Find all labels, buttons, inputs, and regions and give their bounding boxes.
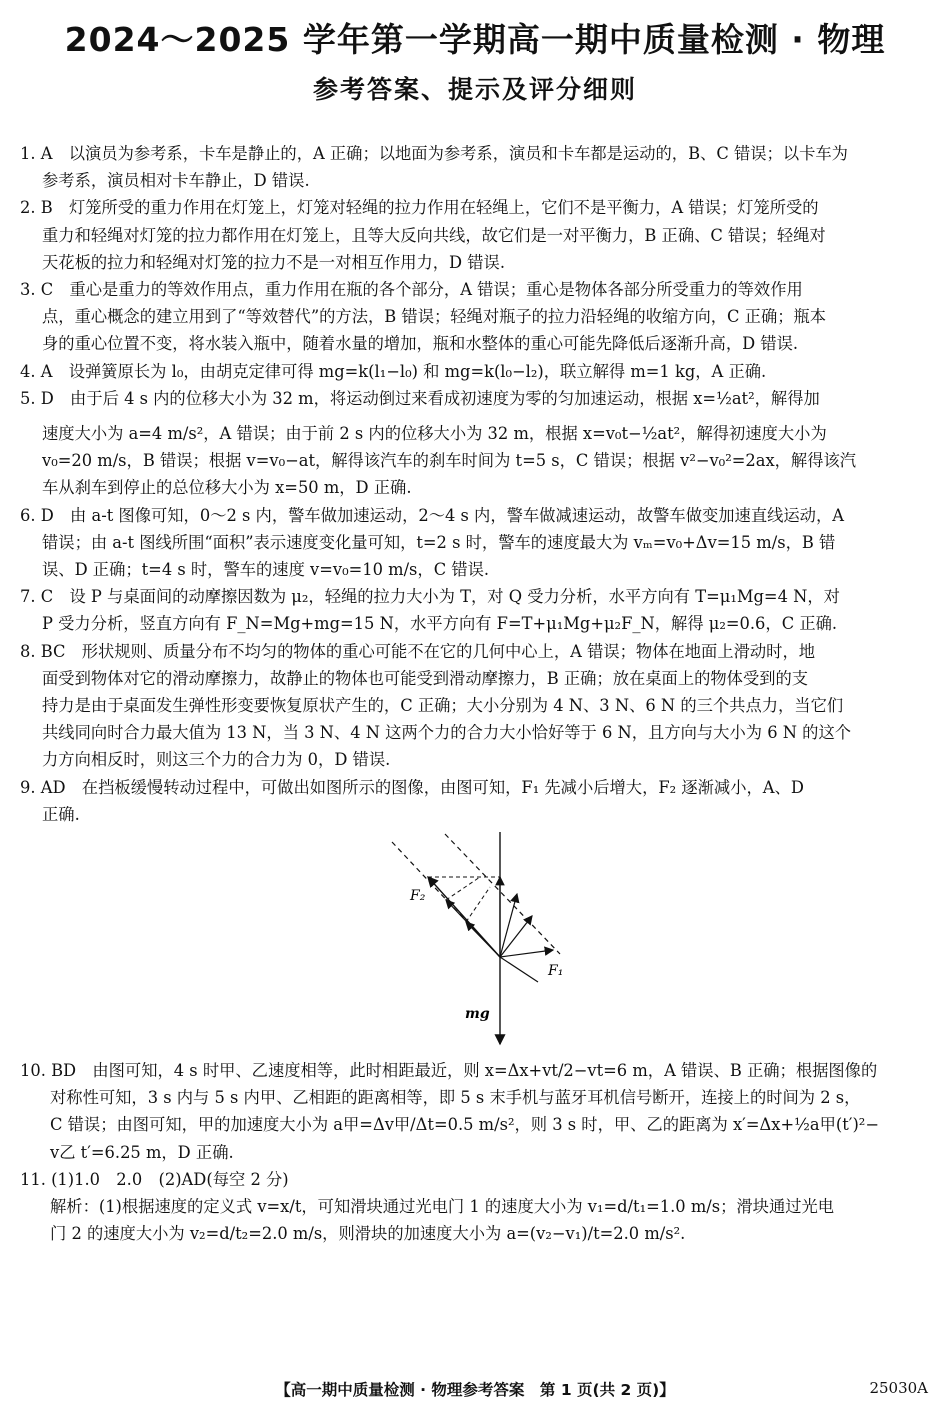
answer-3 bbox=[20, 276, 932, 358]
f1-arrow bbox=[500, 894, 517, 957]
f2-arrow bbox=[466, 922, 500, 957]
answer-line: 9. AD 在挡板缓慢转动过程中，可做出如图所示的图像，由图可知，F₁ 先减小后增大，F₂ 逐渐减小，A、D bbox=[20, 777, 804, 797]
answer-line: 2. B 灯笼所受的重力作用在灯笼上，灯笼对轻绳的拉力作用在轻绳上，它们不是平衡力，A 错误；灯笼所受的 bbox=[20, 198, 819, 218]
document-code: 25030A bbox=[869, 1379, 928, 1397]
f1-arrow bbox=[500, 916, 532, 957]
page-subtitle: 参考答案、提示及评分细则 bbox=[312, 75, 637, 104]
answer-line: 5. D 由于后 4 s 内的位移大小为 32 m，将运动倒过来看成初速度为零的匀加速运动，根据 x=½at²，解得加 bbox=[20, 388, 820, 408]
answer-line: 门 2 的速度大小为 v₂=d/t₂=2.0 m/s，则滑块的加速度大小为 a=(v₂−v₁)/t=2.0 m/s². bbox=[50, 1224, 686, 1244]
answer-line: C 错误；由图可知，甲的加速度大小为 a甲=Δv甲/Δt=0.5 m/s²，则 3 s 时，甲、乙的距离为 x′=Δx+½a甲(t′)²− bbox=[50, 1115, 879, 1135]
answer-line: 10. BD 由图可知，4 s 时甲、乙速度相等，此时相距最近，则 x=Δx+vt/2−vt=6 m，A 错误、B 正确；根据图像的 bbox=[20, 1061, 878, 1081]
answer-line: 6. D 由 a-t 图像可知，0～2 s 内，警车做加速运动，2～4 s 内，警车做减速运动，故警车做变加速直线运动，A bbox=[20, 505, 845, 525]
answer-line: 4. A 设弹簧原长为 l₀，由胡克定律可得 mg=k(l₁−l₀) 和 mg=k(l₀−l₂)，联立解得 m=1 kg，A 正确. bbox=[20, 361, 767, 381]
answer-line: P 受力分析，竖直方向有 F_N=Mg+mg=15 N，水平方向有 F=T+μ₁Mg+μ₂F_N，解得 μ₂=0.6，C 正确. bbox=[42, 614, 838, 634]
answer-line: v₀=20 m/s，B 错误；根据 v=v₀−at，解得该汽车的刹车时间为 t=5 s，C 错误；根据 v²−v₀²=2ax，解得该汽 bbox=[42, 451, 857, 471]
answer-line: 7. C 设 P 与桌面间的动摩擦因数为 μ₂，轻绳的拉力大小为 T，对 Q 受力分析，水平方向有 T=μ₁Mg=4 N，对 bbox=[20, 587, 840, 607]
answer-line: 持力是由于桌面发生弹性形变要恢复原状产生的，C 正确；大小分别为 4 N、3 N、6 N 的三个共点力，当它们 bbox=[42, 696, 844, 716]
answer-8 bbox=[20, 638, 932, 774]
answer-line: 共线同向时合力最大值为 13 N，当 3 N、4 N 这两个力的合力大小恰好等于 6 N，且方向与大小为 6 N 的这个 bbox=[42, 723, 852, 743]
answer-5 bbox=[20, 385, 932, 502]
f1-arrow bbox=[500, 950, 553, 957]
answer-4 bbox=[20, 358, 932, 385]
answer-9 bbox=[20, 774, 932, 828]
answer-list bbox=[20, 140, 932, 1248]
answer-line: 1. A 以演员为参考系，卡车是静止的，A 正确；以地面为参考系，演员和卡车都是运动的，B、C 错误；以卡车为 bbox=[20, 144, 848, 163]
answer-6 bbox=[20, 502, 932, 584]
answer-line: 身的重心位置不变，将水装入瓶中，随着水量的增加，瓶和水整体的重心可能先降低后逐渐升高，D 错误. bbox=[42, 334, 799, 354]
answer-11 bbox=[20, 1166, 932, 1248]
answer-line: v乙 t′=6.25 m，D 正确. bbox=[50, 1142, 234, 1162]
answer-7 bbox=[20, 583, 932, 637]
page-title: 2024～2025 学年第一学期高一期中质量检测 · 物理 bbox=[64, 20, 886, 59]
answer-line: 速度大小为 a=4 m/s²，A 错误；由于前 2 s 内的位移大小为 32 m，根据 x=v₀t−½at²，解得初速度大小为 bbox=[42, 424, 827, 444]
mg-label: mg bbox=[465, 1006, 490, 1023]
answer-line: 解析：(1)根据速度的定义式 v=x/t，可知滑块通过光电门 1 的速度大小为 v₁=d/t₁=1.0 m/s；滑块通过光电 bbox=[50, 1197, 835, 1217]
answer-10 bbox=[20, 1057, 932, 1166]
f1-line bbox=[500, 957, 538, 982]
answer-line: 重力和轻绳对灯笼的拉力都作用在灯笼上，且等大反向共线，故它们是一对平衡力，B 正确、C 错误；轻绳对 bbox=[42, 225, 826, 245]
f2-label: F₂ bbox=[410, 888, 426, 905]
answer-line: 面受到物体对它的滑动摩擦力，故静止的物体也可能受到滑动摩擦力，B 正确；放在桌面上的物体受到的支 bbox=[42, 668, 809, 688]
dashed-line bbox=[446, 877, 480, 900]
answer-line: 误、D 正确；t=4 s 时，警车的速度 v=v₀=10 m/s，C 错误. bbox=[42, 560, 490, 580]
force-diagram bbox=[20, 832, 580, 1057]
answer-line: 错误；由 a-t 图线所围“面积”表示速度变化量可知，t=2 s 时，警车的速度最大为 vₘ=v₀+Δv=15 m/s，B 错 bbox=[42, 532, 836, 552]
answer-2 bbox=[20, 194, 932, 276]
answer-line: 点，重心概念的建立用到了“等效替代”的方法，B 错误；轻绳对瓶子的拉力沿轻绳的收缩方向，C 正确；瓶本 bbox=[42, 307, 827, 327]
f1-label: F₁ bbox=[548, 963, 564, 980]
answer-line: 3. C 重心是重力的等效作用点，重力作用在瓶的各个部分，A 错误；重心是物体各部分所受重力的等效作用 bbox=[20, 280, 803, 300]
answer-line: 8. BC 形状规则、质量分布不均匀的物体的重心可能不在它的几何中心上，A 错误；物体在地面上滑动时，地 bbox=[20, 641, 816, 661]
dashed-line bbox=[445, 834, 560, 954]
answer-line: 天花板的拉力和轻绳对灯笼的拉力不是一对相互作用力，D 错误. bbox=[42, 252, 506, 272]
answer-line: 力方向相反时，则这三个力的合力为 0，D 错误. bbox=[42, 750, 391, 770]
answer-line: 11. (1)1.0 2.0 (2)AD(每空 2 分) bbox=[20, 1169, 289, 1189]
answer-1 bbox=[20, 140, 932, 194]
force-diagram-svg bbox=[390, 832, 580, 1052]
answer-line: 车从刹车到停止的总位移大小为 x=50 m，D 正确. bbox=[42, 478, 412, 498]
answer-line: 对称性可知，3 s 内与 5 s 内甲、乙相距的距离相等，即 5 s 末手机与蓝牙耳机信号断开，连接上的时间为 2 s， bbox=[50, 1088, 861, 1108]
page-footer: 【高一期中质量检测 · 物理参考答案 第 1 页(共 2 页)】 bbox=[275, 1381, 675, 1399]
dashed-line bbox=[466, 887, 490, 922]
answer-line: 正确. bbox=[42, 804, 80, 824]
answer-line: 参考系，演员相对卡车静止，D 错误. bbox=[42, 171, 310, 191]
